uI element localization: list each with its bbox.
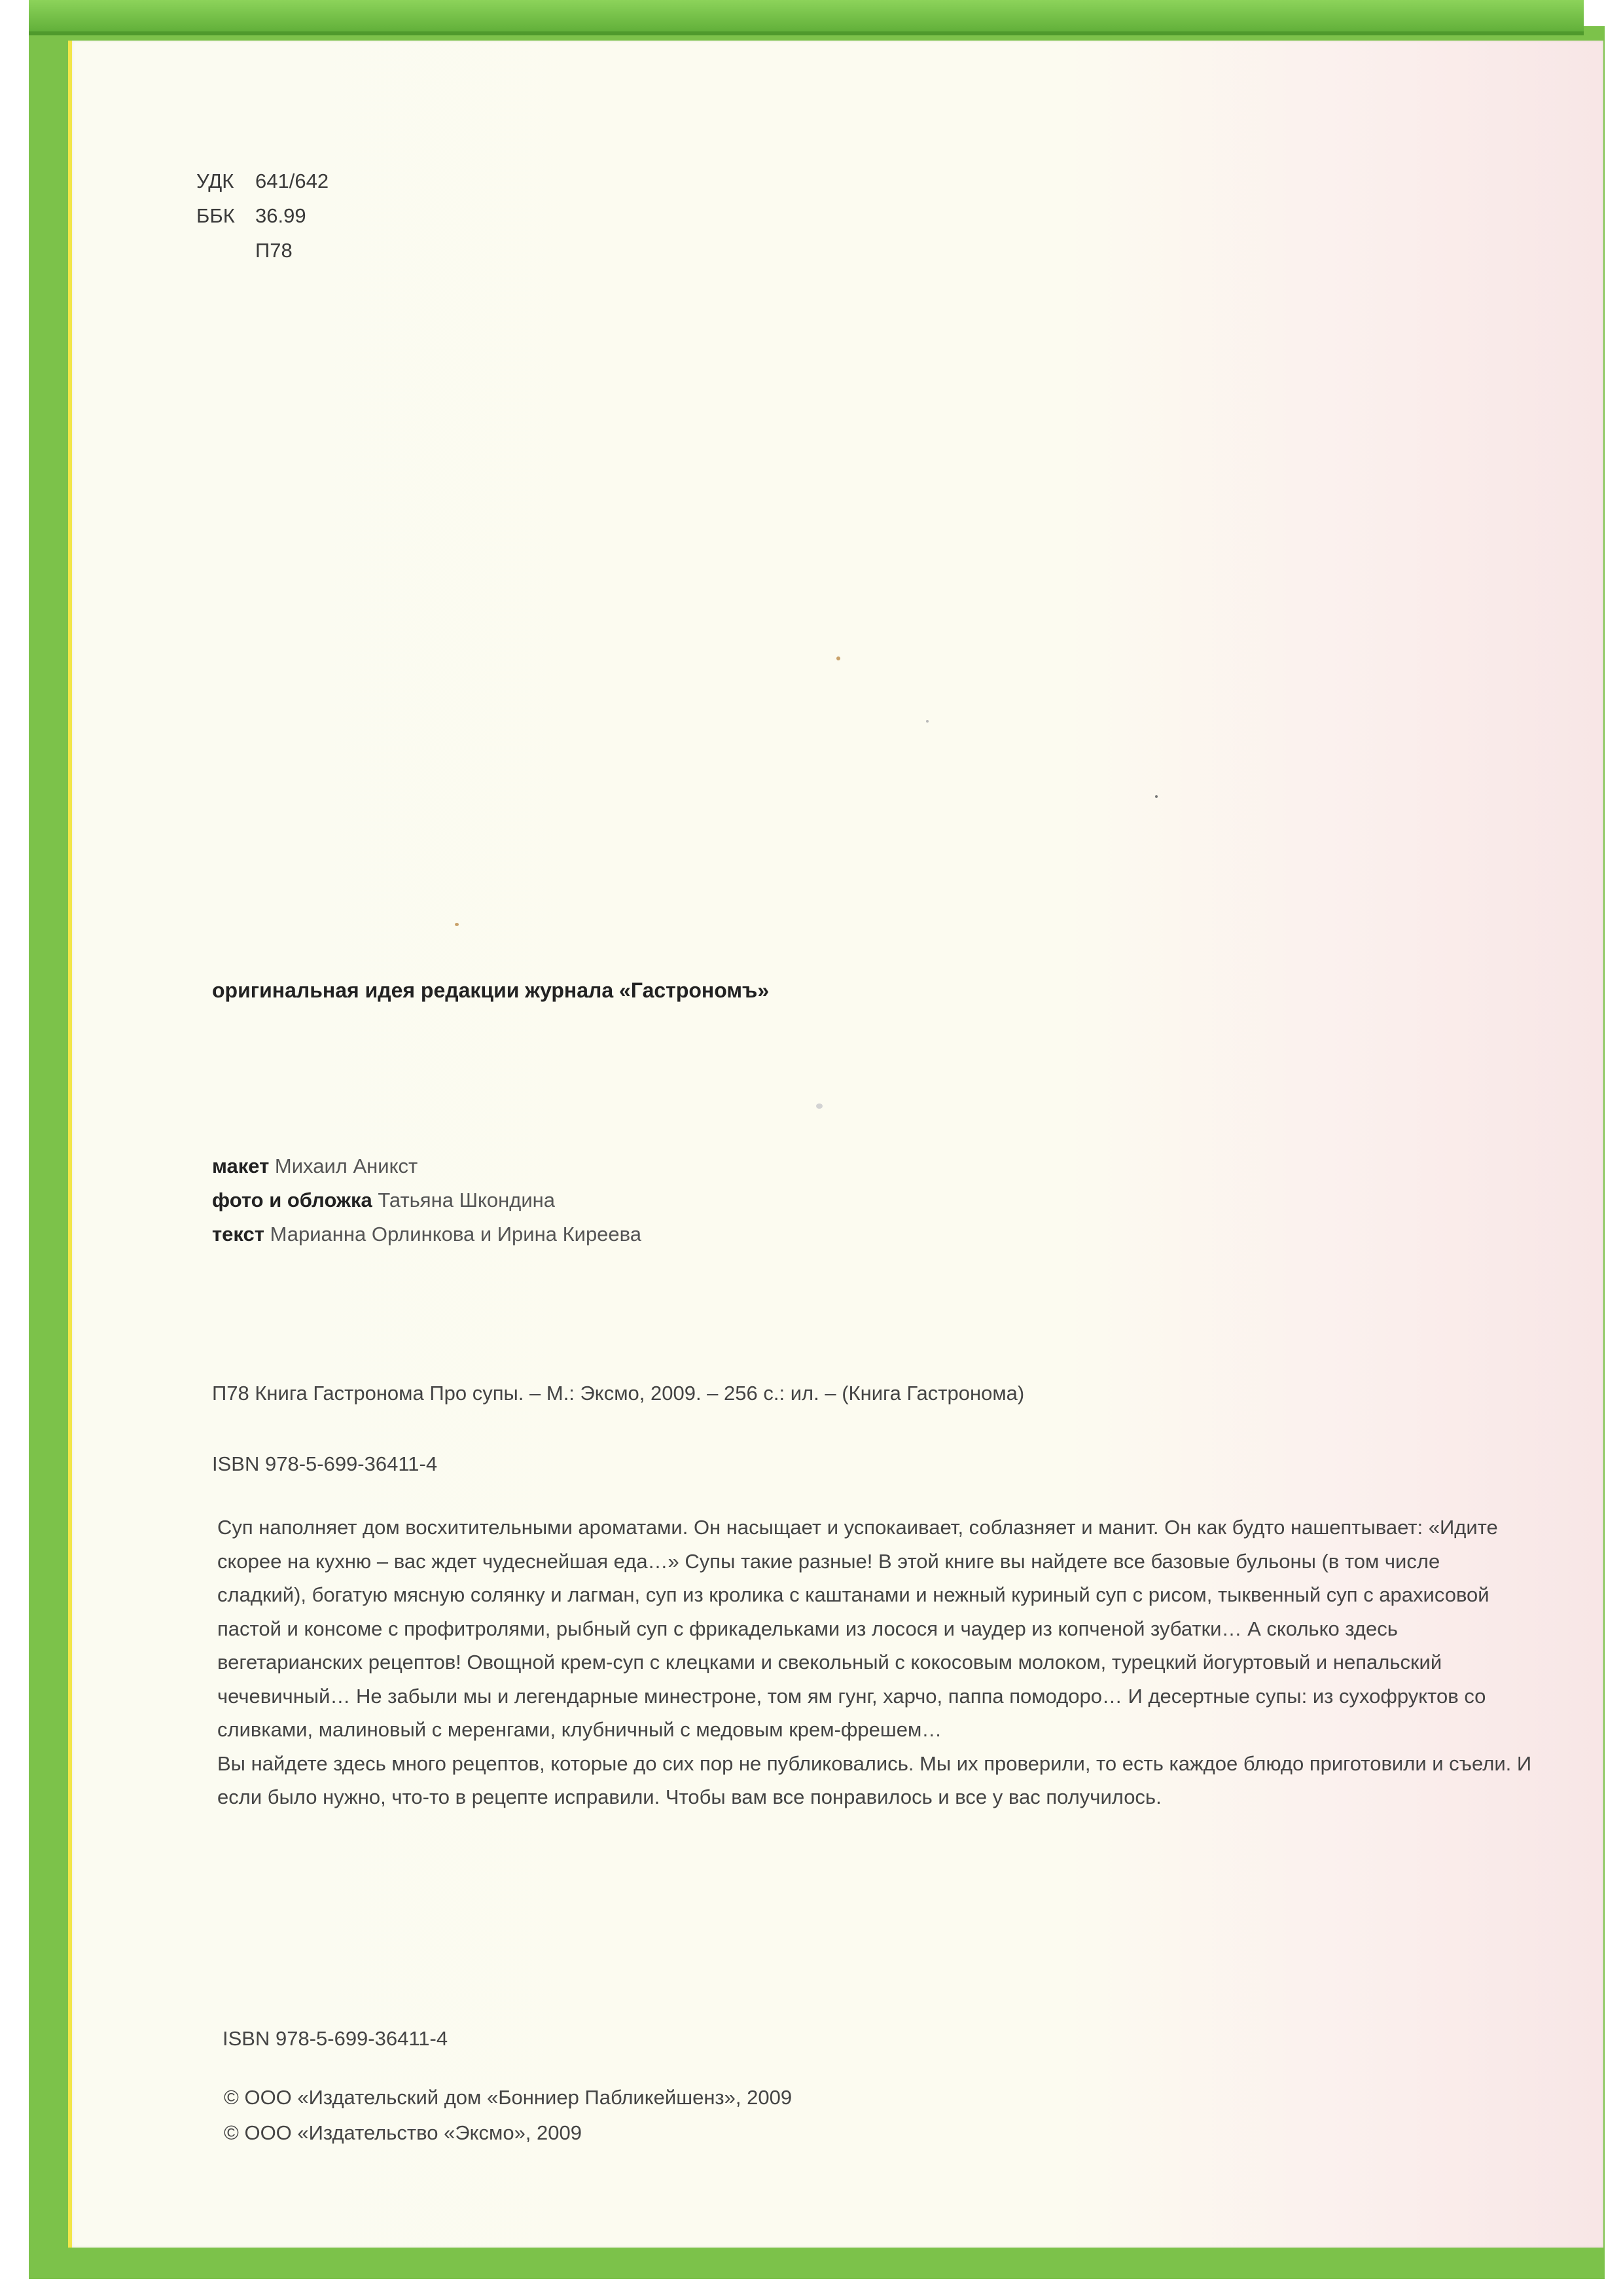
paper-speck <box>1155 795 1158 798</box>
imprint-page <box>72 41 1603 2248</box>
description-paragraph: Суп наполняет дом восхитительными ароматами. Он насыщает и успокаивает, соблазняет и манит. Он как будто нашептывает: «Идите скорее на кухню – вас ждет чудеснейшая еда…» Супы такие разные! В этой книге вы найдете все базовые бульоны (в том числе сладкий), богатую мясную солянку и лагман, суп из кролика с каштанами и нежный куриный суп с рисом, тыквенный суп с арахисовой пастой и консоме с профитролями, рыбный суп с фрикадельками из лосося и чаудер из копченой зубатки… А сколько здесь вегетарианских рецептов! Овощной крем-суп с клецками и свекольный с кокосовым молоком, турецкий йогуртовый и непальский чечевичный… Не забыли мы и легендарные минестроне, том ям гунг, харчо, паппа помодоро… И десертные супы: из сухофруктов со сливками, малиновый с меренгами, клубничный с медовым крем-фрешем… <box>217 1516 1498 1741</box>
bbk-value: 36.99 <box>255 204 306 227</box>
copyright-line: © ООО «Издательский дом «Бонниер Пабликейшенз», 2009 <box>224 2086 793 2109</box>
credit-role: текст <box>212 1223 264 1246</box>
credit-row <box>212 1217 641 1251</box>
book-description <box>217 1511 1533 1814</box>
credit-role: фото и обложка <box>212 1189 372 1211</box>
author-mark: П78 <box>255 239 293 262</box>
paper-speck <box>926 720 929 723</box>
credits-block <box>212 1149 641 1251</box>
udk-value: 641/642 <box>255 170 329 192</box>
green-cover-top-edge <box>26 0 1584 35</box>
isbn-bottom: ISBN 978-5-699-36411-4 <box>223 2027 448 2050</box>
author-mark-row <box>196 233 329 268</box>
isbn-top: ISBN 978-5-699-36411-4 <box>212 1452 438 1475</box>
scan-margin-left <box>0 0 29 2296</box>
copyright-block <box>224 2080 792 2151</box>
classification-codes <box>196 164 329 268</box>
scan-margin-bottom <box>0 2279 1623 2296</box>
paper-speck <box>836 656 840 660</box>
copyright-line: © ООО «Издательство «Эксмо», 2009 <box>224 2121 582 2144</box>
credit-name: Марианна Орлинкова и Ирина Киреева <box>270 1223 642 1246</box>
description-paragraph: Вы найдете здесь много рецептов, которые до сих пор не публиковались. Мы их проверили, то есть каждое блюдо приготовили и съели. И если было нужно, что-то в рецепте исправили. Чтобы вам все понравилось и все у вас получилось. <box>217 1751 1532 1808</box>
udk-label: УДК <box>196 170 234 192</box>
udk-row <box>196 164 329 198</box>
credit-name: Михаил Аникст <box>274 1155 418 1177</box>
paper-speck <box>816 1103 823 1109</box>
bbk-label: ББК <box>196 204 235 227</box>
bbk-row <box>196 198 329 233</box>
credit-row <box>212 1183 641 1217</box>
credit-row <box>212 1149 641 1183</box>
bibliographic-entry: П78 Книга Гастронома Про супы. – М.: Эксмо, 2009. – 256 с.: ил. – (Книга Гастронома) <box>212 1382 1025 1405</box>
paper-speck <box>455 923 459 926</box>
scan-margin-right <box>1605 0 1623 2296</box>
credit-role: макет <box>212 1155 270 1177</box>
credit-name: Татьяна Шкондина <box>378 1189 556 1211</box>
idea-line: оригинальная идея редакции журнала «Гастрономъ» <box>212 978 770 1002</box>
